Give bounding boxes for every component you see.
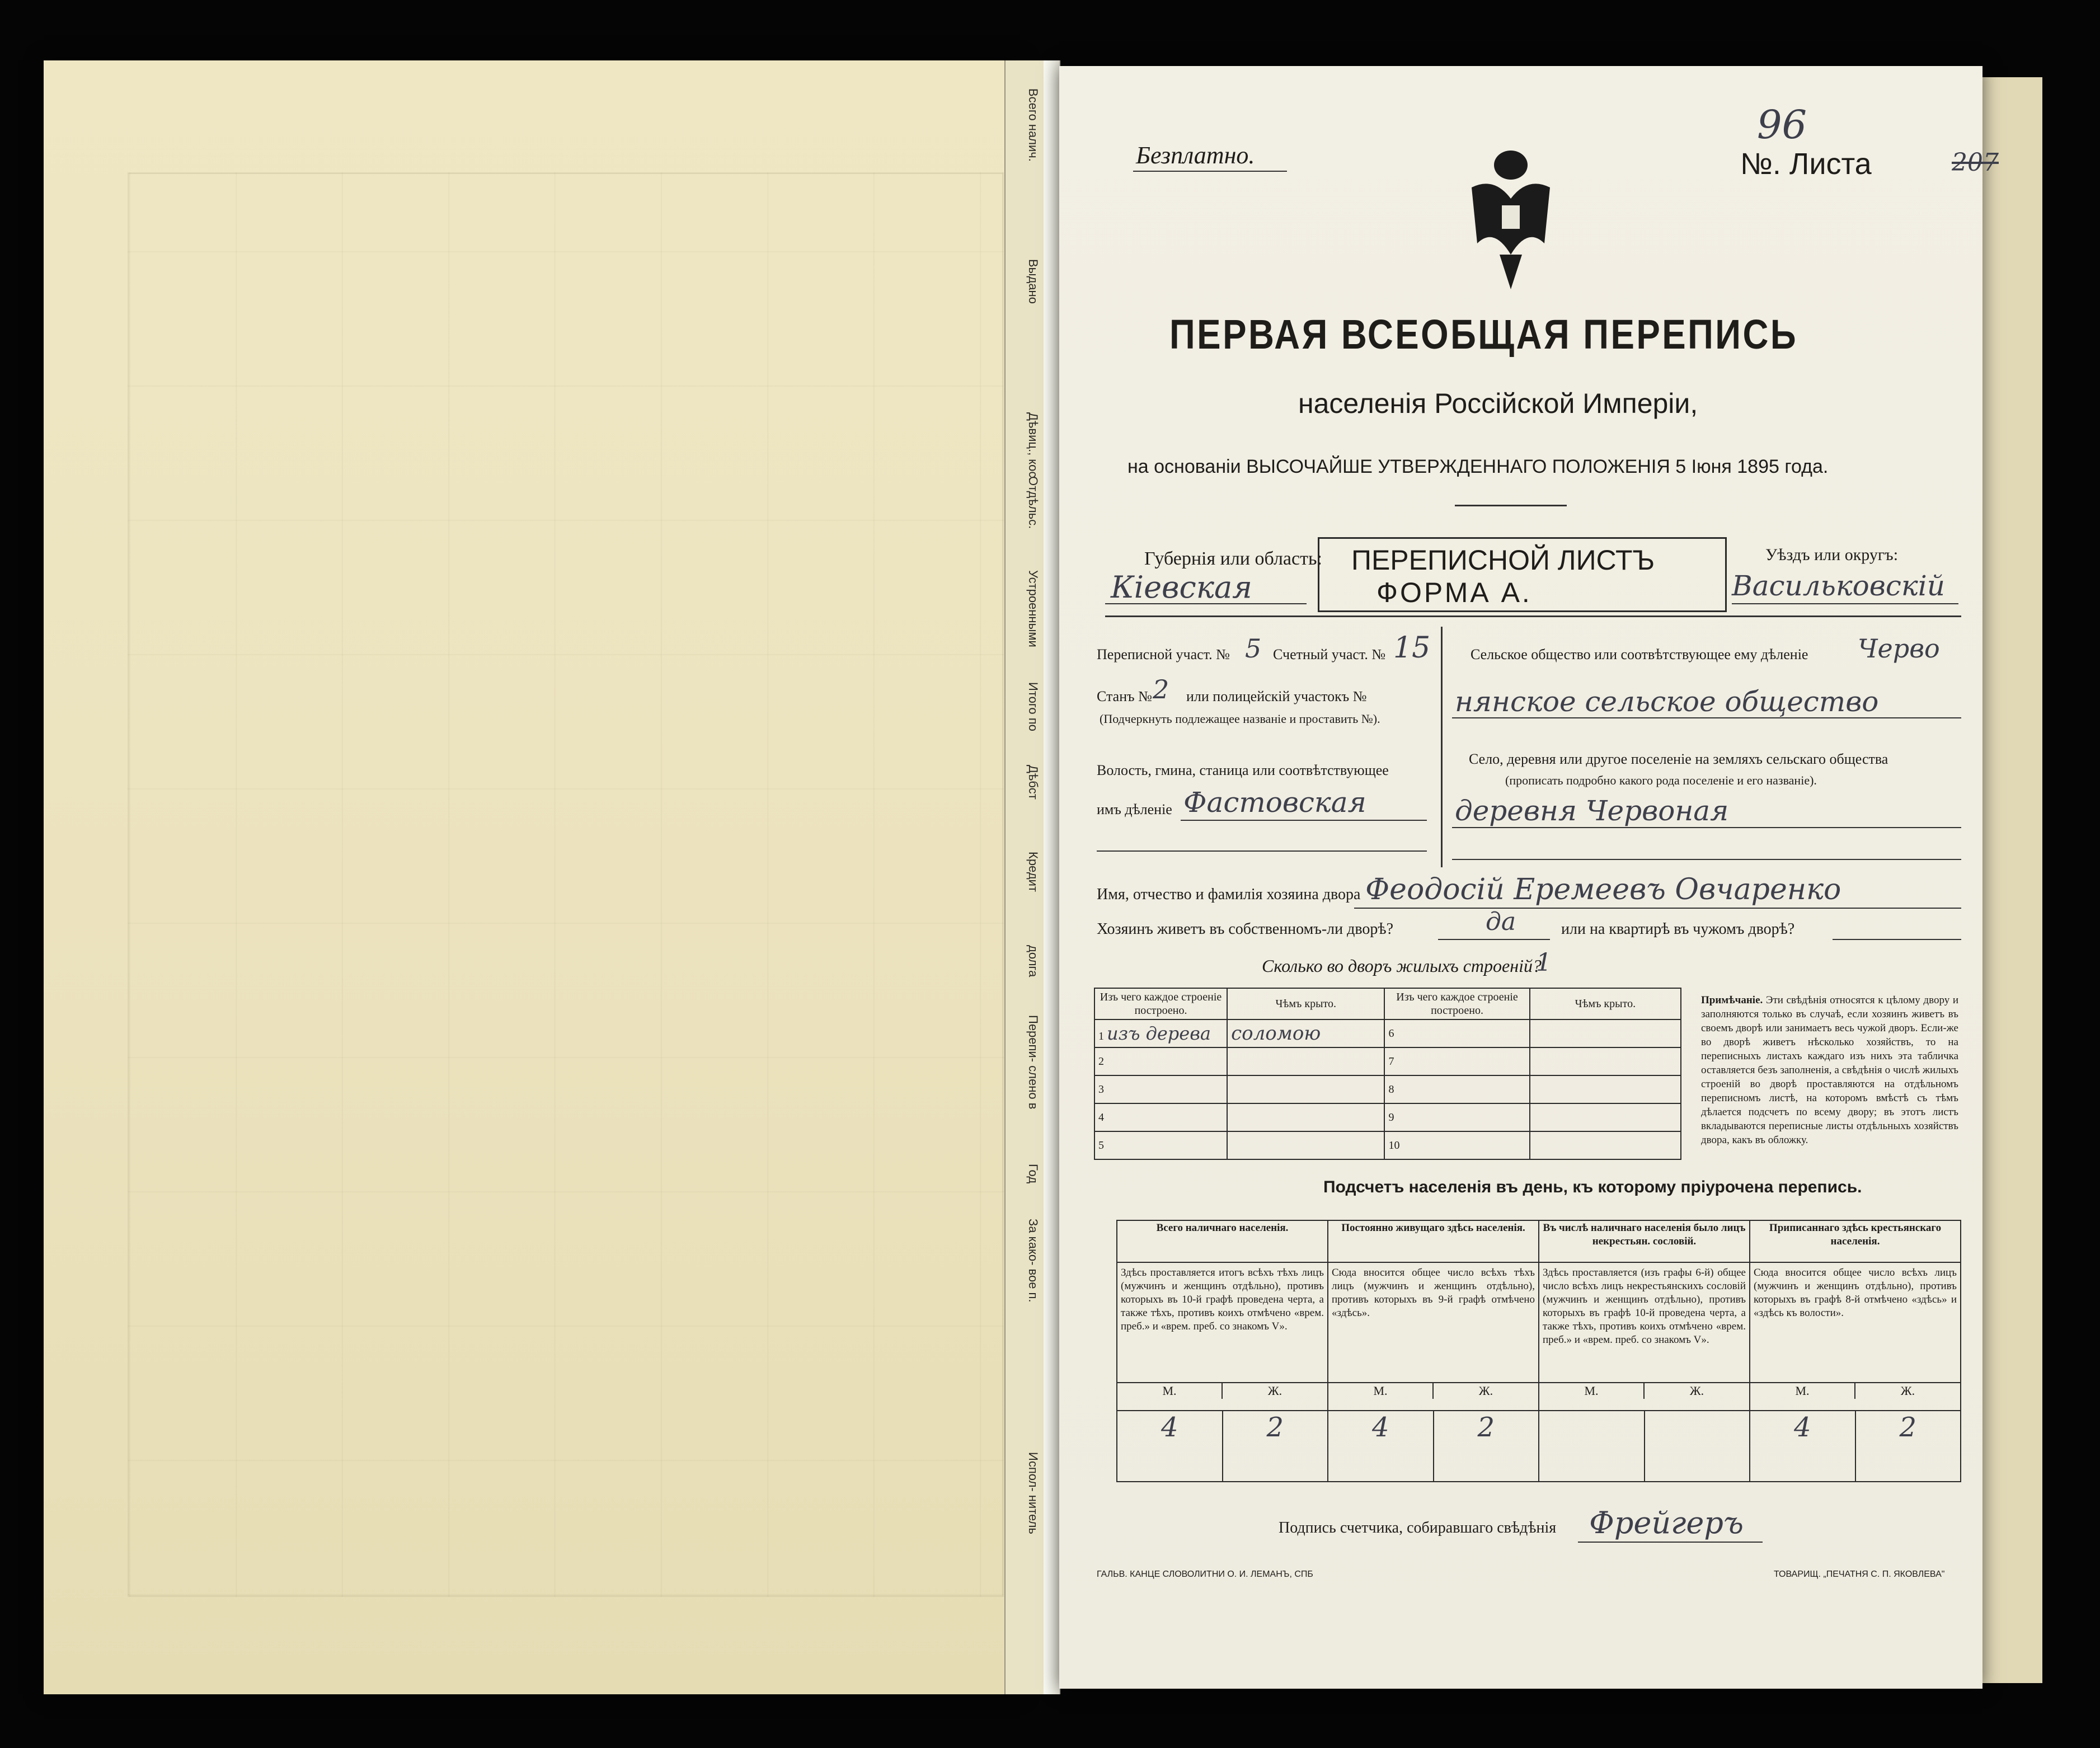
strip-label: Год [1026,1164,1040,1184]
note [1701,993,1958,1147]
footer-left: ГАЛЬВ. КАНЦЕ СЛОВОЛИТНИ О. И. ЛЕМАНЪ, СПБ [1097,1570,1313,1579]
district-value: Васильковскій [1732,570,1945,602]
count-section-label: Счетный участ. № [1273,646,1386,662]
strip-label: Дѣвиц., кос. [1026,412,1040,481]
strip-label: Испол- нитель [1026,1451,1040,1534]
ornament-divider [1455,505,1567,506]
village-value: деревня Червоная [1455,795,1729,827]
material-value: изъ дерева [1107,1023,1211,1044]
free-label: Безплатно. [1136,142,1255,169]
binding-edge [1044,60,1060,1694]
province-label: Губернія или область: [1144,548,1322,569]
district-label: Уѣздъ или округъ: [1765,546,1899,564]
female-label: Ж. [1900,1384,1915,1398]
strip-label: Всего налич. [1026,88,1040,162]
sheet-number-label: №. Листа [1740,147,1872,181]
male-label: М. [1328,1383,1433,1399]
female-label: Ж. [1267,1384,1282,1398]
volost-value: Фастовская [1183,786,1366,819]
owner-value: Феодосій Еремеевъ Овчаренко [1365,873,1841,906]
society-value: Черво [1858,633,1940,664]
folded-strip [1004,60,1046,1694]
col-material-head-2: Изъ чего каждое строеніе построено. [1384,988,1529,1019]
note-text: Эти свѣдѣнія относятся к цѣлому двору и заполняются только въ случаѣ, если хозяинъ живетъ въ своемъ дворѣ или занимаетъ весь чужой дворъ. Если-же во дворѣ живетъ нѣсколько хозяйствъ, то на переписныхъ листахъ каждаго изъ нихъ эта табличка оставляется безъ заполненія, а свѣдѣнія о числѣ жилыхъ строеній во дворѣ проставляются на отдѣльномъ переписномъ листѣ, на которомъ вмѣстѣ съ тѣмъ дѣлается подсчетъ по всему двору; въ этотъ листъ вкладываются переписные листы отдѣльныхъ хозяйствъ двора, какъ въ обложку. [1701,994,1958,1146]
table-row: 1 изъ дерева соломою 6 [1094,1019,1681,1047]
village-note: (прописать подробно какого рода поселеніе и его названіе). [1505,773,1817,787]
left-page [44,60,1020,1694]
own-yard-label: Хозяинъ живетъ въ собственномъ-ли дворѣ? [1097,920,1394,938]
volost-label-2: имъ дѣленіе [1097,801,1172,817]
owner-label: Имя, отчество и фамилія хозяина двора [1097,886,1361,903]
column-divider [1441,627,1443,867]
sheet-number-value: 96 [1757,102,1807,148]
strip-label: Итого по [1026,682,1040,731]
form-label: ФОРМА А. [1376,577,1532,608]
female-count: 2 [1477,1412,1495,1443]
female-label: Ж. [1689,1384,1704,1398]
rent-label: или на квартирѣ въ чужомъ дворѣ? [1561,920,1795,938]
strip-label: Кредит [1026,851,1040,892]
roof-value: соломою [1227,1019,1384,1047]
col-roof-head: Чѣмъ крыто. [1227,988,1384,1019]
summary-desc: Здѣсь проставляется итогъ всѣхъ тѣхъ лицъ (мужчинъ и женщинъ отдѣльно), противъ которыхъ въ 10-й графѣ проведена черта, а также тѣхъ, противъ коихъ отмѣчено «врем. преб.» и «врем. преб. со знакомъ V». [1117,1262,1328,1383]
strip-label: Перепи- слено в [1026,1014,1040,1110]
strip-label: Устроенными [1026,570,1040,647]
page-title: ПЕРВАЯ ВСЕОБЩАЯ ПЕРЕПИСЬ [1169,311,1798,358]
summary-table [1116,1220,1961,1482]
society-value-cont: нянское сельское общество [1455,685,1879,718]
summary-desc: Здѣсь проставляется (изъ графы 6-й) общее число всѣхъ лицъ некрестьянскихъ сословій (мужчинъ и женщинъ отдѣльно), противъ которыхъ въ графѣ 10-й проведена черта, а также тѣхъ, противъ коихъ отмѣчено «врем. преб.» и «врем. преб. со знакомъ V». [1539,1262,1750,1383]
buildings-value: 1 [1536,948,1552,977]
own-yard-value: да [1486,908,1516,936]
underline-note: (Подчеркнуть подлежащее названіе и проставить №). [1100,712,1380,726]
buildings-label: Сколько во дворъ жилыхъ строеній? [1262,956,1542,976]
bleed-through-grid [128,172,1004,1597]
strip-label: Отдѣльс. [1026,476,1040,529]
province-value: Кіевская [1111,570,1252,605]
male-label: М. [1539,1383,1644,1399]
table-row: 5 10 [1094,1131,1681,1159]
census-section-label: Переписной участ. № [1097,646,1230,662]
village-label: Село, деревня или другое поселеніе на земляхъ сельскаго общества [1469,751,1888,767]
page-subtitle: населенія Россійской Имперіи, [1298,388,1698,419]
summary-desc: Сюда вносится общее число всѣхъ лицъ (мужчинъ и женщинъ отдѣльно), противъ которыхъ въ графѣ 8-й отмѣчено «здѣсь» и «здѣсь къ волости». [1750,1262,1961,1383]
summary-head: Въ числѣ наличнаго населенія было лицъ некрестьян. сословій. [1539,1220,1750,1262]
female-count [1645,1411,1750,1481]
signature-label: Подпись счетчика, собиравшаго свѣдѣнія [1279,1519,1557,1536]
strip-label: долга [1026,945,1040,978]
society-label: Сельское общество или соотвѣтствующее ему дѣленіе [1471,646,1808,662]
summary-head: Приписаннаго здѣсь крестьянскаго населенія. [1750,1220,1961,1262]
summary-head: Постоянно живущаго здѣсь населенія. [1328,1220,1539,1262]
female-count: 2 [1266,1412,1284,1443]
female-label: Ж. [1478,1384,1493,1398]
female-count: 2 [1899,1412,1917,1443]
police-label: или полицейскій участокъ № [1186,688,1367,704]
note-title: Примѣчаніе. [1701,994,1763,1006]
strip-label: Выдано [1026,259,1040,304]
male-label: М. [1750,1383,1855,1399]
table-row: 3 8 [1094,1075,1681,1103]
col-material-head: Изъ чего каждое строеніе построено. [1094,988,1227,1019]
summary-desc: Сюда вносится общее число всѣхъ тѣхъ лицъ (мужчинъ и женщинъ отдѣльно), противъ которыхъ въ 9-й графѣ отмѣчено «здѣсь». [1328,1262,1539,1383]
sheet-title: ПЕРЕПИСНОЙ ЛИСТЪ [1351,544,1655,576]
table-row: 4 9 [1094,1103,1681,1131]
table-row: 2 7 [1094,1047,1681,1075]
male-label: М. [1117,1383,1222,1399]
col-roof-head-2: Чѣмъ крыто. [1530,988,1681,1019]
volost-label: Волость, гмина, станица или соотвѣтствующее [1097,762,1389,778]
strip-label: Дѣбст [1026,765,1040,800]
footer-right: ТОВАРИЩ. „ПЕЧАТНЯ С. П. ЯКОВЛЕВА" [1774,1570,1945,1579]
signature-value: Фрейгеръ [1589,1505,1744,1540]
count-section-value: 15 [1393,631,1431,665]
census-section-value: 5 [1245,633,1262,664]
male-count: 4 [1328,1411,1434,1481]
male-count: 4 [1117,1411,1223,1481]
male-count [1539,1411,1645,1481]
legal-basis: на основаніи ВЫСОЧАЙШЕ УТВЕРЖДЕННАГО ПОЛОЖЕНІЯ 5 Іюня 1895 года. [1127,456,1829,477]
stan-label: Станъ № [1097,688,1152,704]
strip-label: За како- вое п. [1026,1219,1040,1303]
sheet-number-crossed: 207 [1952,148,1999,177]
stan-value: 2 [1153,674,1169,704]
eagle-emblem [1460,143,1561,294]
buildings-table [1094,988,1681,1160]
summary-head: Всего наличнаго населенія. [1117,1220,1328,1262]
summary-title: Подсчетъ населенія въ день, къ которому пріурочена перепись. [1323,1178,1862,1196]
page-edge [1981,77,2042,1683]
male-count: 4 [1750,1411,1855,1481]
